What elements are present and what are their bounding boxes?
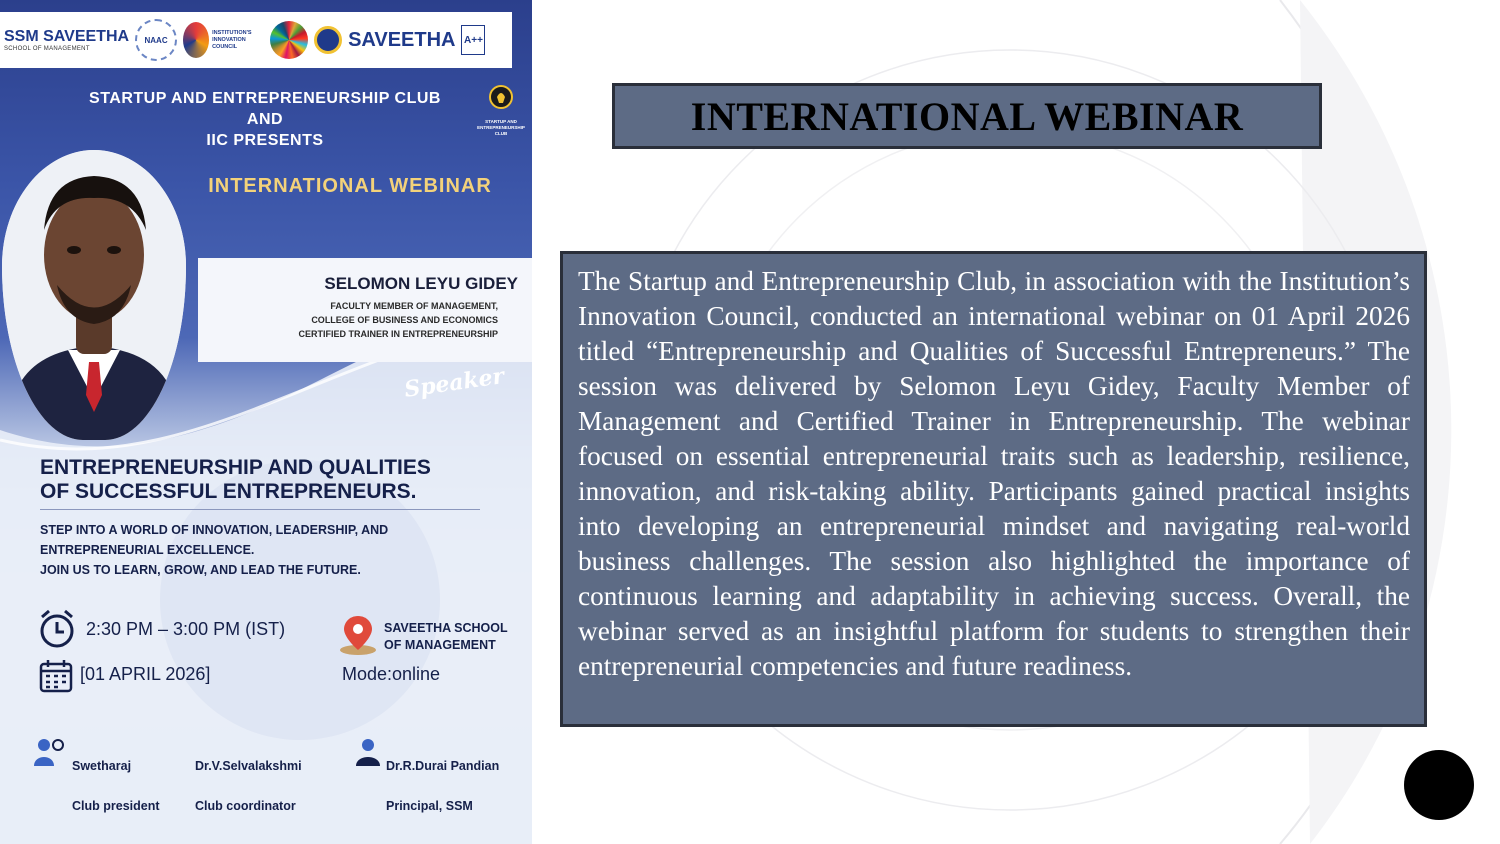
grade-label: A++	[464, 34, 483, 46]
person-name: Dr.V.Selvalakshmi	[195, 759, 302, 773]
speaker-role: FACULTY MEMBER OF MANAGEMENT, COLLEGE OF BUSINESS AND ECONOMICS CERTIFIED TRAINER IN ENTREPRENEURSHIP	[298, 301, 498, 339]
speaker-tag: Speaker	[402, 363, 506, 403]
slide-title-box	[612, 83, 1322, 149]
person-role: Club coordinator	[195, 799, 296, 813]
person-club-coordinator	[195, 736, 302, 836]
ssm-subtitle: SCHOOL OF MANAGEMENT	[4, 46, 90, 52]
bulb-icon	[486, 84, 516, 114]
speaker-name: SELOMON LEYU GIDEY	[324, 274, 518, 293]
event-venue: SAVEETHA SCHOOL OF MANAGEMENT	[384, 621, 508, 652]
alarm-clock-icon	[38, 608, 76, 650]
speaker-photo	[2, 150, 186, 440]
event-mode: Mode:online	[342, 664, 441, 684]
iic-logo	[183, 22, 264, 58]
topic-divider	[40, 509, 480, 510]
person-principal	[386, 736, 499, 836]
poster-webinar-title: INTERNATIONAL WEBINAR	[208, 175, 492, 197]
person-name: Swetharaj	[72, 759, 132, 773]
slide-body-box	[560, 251, 1427, 727]
person-role: Club president	[72, 799, 160, 813]
club-logo-text: STARTUP AND ENTREPRENEURSHIP CLUB	[477, 119, 525, 136]
club-presents-text: STARTUP AND ENTREPRENEURSHIP CLUB AND IIC PRESENTS	[89, 90, 441, 149]
event-poster	[0, 0, 532, 844]
webinar-tagline: STEP INTO A WORLD OF INNOVATION, LEADERSHIP, AND ENTREPRENEURIAL EXCELLENCE. JOIN US TO LEARN, GROW, AND LEAD THE FUTURE.	[40, 523, 389, 577]
person-name: Dr.R.Durai Pandian	[386, 759, 500, 773]
saveetha-simats-name: SAVEETHA	[348, 28, 456, 51]
event-date: [01 APRIL 2026]	[80, 664, 211, 684]
iic-label: INSTITUTION'S INNOVATION COUNCIL	[212, 29, 252, 50]
speaker-portrait	[2, 150, 186, 440]
naac-label: NAAC	[144, 35, 168, 45]
slide-title: INTERNATIONAL WEBINAR	[690, 93, 1244, 139]
grade-badge	[461, 25, 485, 55]
people-icon	[34, 738, 66, 766]
calendar-icon	[38, 658, 74, 694]
slide-corner-dot	[1404, 750, 1474, 820]
naac-emblem-icon	[135, 19, 177, 61]
sdg-wheel-icon	[270, 21, 308, 59]
event-time: 2:30 PM – 3:00 PM (IST)	[86, 619, 286, 639]
poster-logo-bar	[0, 12, 512, 68]
simats-logo	[348, 29, 455, 52]
person-icon	[356, 738, 380, 766]
club-logo	[476, 84, 526, 137]
saveetha-ssm-name: SAVEETHA	[43, 28, 130, 45]
speaker-card	[198, 258, 532, 362]
ssm-logo	[4, 28, 129, 52]
person-role: Principal, SSM	[386, 799, 473, 813]
slide-body-text: The Startup and Entrepreneurship Club, in association with the Institution’s Innovation Council, conducted an international webinar on 01 April 2026 titled “Entrepreneurship and Qualities of Successful Entrepreneurs.” The session was delivered by Selomon Leyu Gidey, Faculty Member of Management and Certified Trainer in Entrepreneurship. The webinar focused on essential entrepreneurial traits such as leadership, resilience, innovation, and risk-taking ability. Participants gained practical insights into developing an entrepreneurial mindset and navigating real-world business challenges. The session also highlighted the importance of continuous learning and adaptability in achieving success. Overall, the webinar served as an insightful platform for students to strengthen their entrepreneurial competencies and future readiness.	[578, 266, 1410, 681]
iic-emblem-icon	[183, 22, 209, 58]
person-club-president	[72, 736, 160, 836]
webinar-topic: ENTREPRENEURSHIP AND QUALITIES OF SUCCESSFUL ENTREPRENEURS.	[40, 456, 431, 503]
ssm-prefix: SSM	[4, 28, 39, 45]
simats-emblem-icon	[314, 26, 342, 54]
location-pin-icon	[336, 612, 380, 656]
